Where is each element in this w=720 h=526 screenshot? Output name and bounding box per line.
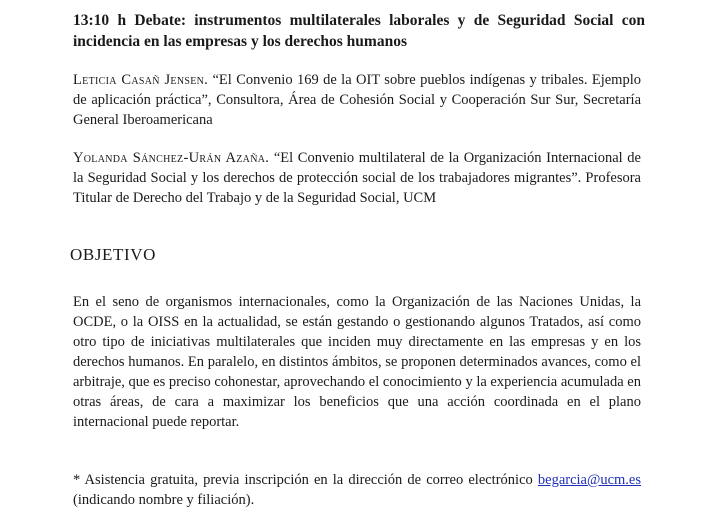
objective-heading: OBJETIVO xyxy=(70,245,157,264)
talk-entry xyxy=(73,70,641,130)
session-topic: Debate: instrumentos multilaterales laborales y de Seguridad Social con incidencia en las empresas y los derechos humanos xyxy=(73,12,645,50)
session-title xyxy=(73,10,645,52)
session-time: 13:10 h xyxy=(73,12,127,29)
email-link[interactable]: begarcia@ucm.es xyxy=(537,472,642,488)
attendance-note xyxy=(73,470,641,510)
talk-description: “El Convenio multilateral de la Organización Internacional de la Seguridad Social y los derechos de protección social de los trabajadores migrantes”. Profesora Titular de Derecho del Trabajo y de la Seguridad Social, UCM xyxy=(73,150,641,206)
note-suffix: (indicando nombre y filiación). xyxy=(73,492,255,508)
objective-paragraph: En el seno de organismos internacionales, como la Organización de las Naciones Unidas, la OCDE, o la OISS en la actualidad, se están gestando o gestionando algunos Tratados, así como otro tipo de iniciativas multilaterales que inciden muy directamente en las empresas y en los derechos humanos. En paralelo, en distintos ámbitos, se proponen determinados avances, como el arbitraje, que es preciso cohonestar, aprovechando el conocimiento y la experiencia acumulada en otras áreas, de cara a maximizar los beneficios que una acción coordinada en el plano internacional puede reportar. xyxy=(73,294,641,430)
speaker-name: Yolanda Sánchez-Urán Azaña. xyxy=(73,150,270,166)
talk-entry xyxy=(73,148,641,208)
talk-description: “El Convenio 169 de la OIT sobre pueblos indígenas y tribales. Ejemplo de aplicación práctica”, Consultora, Área de Cohesión Social y Cooperación Sur Sur, Secretaría General Iberoamericana xyxy=(73,72,641,128)
note-text: * Asistencia gratuita, previa inscripción en la dirección de correo electrónico xyxy=(73,472,533,488)
speaker-name: Leticia Casañ Jensen. xyxy=(73,72,209,88)
